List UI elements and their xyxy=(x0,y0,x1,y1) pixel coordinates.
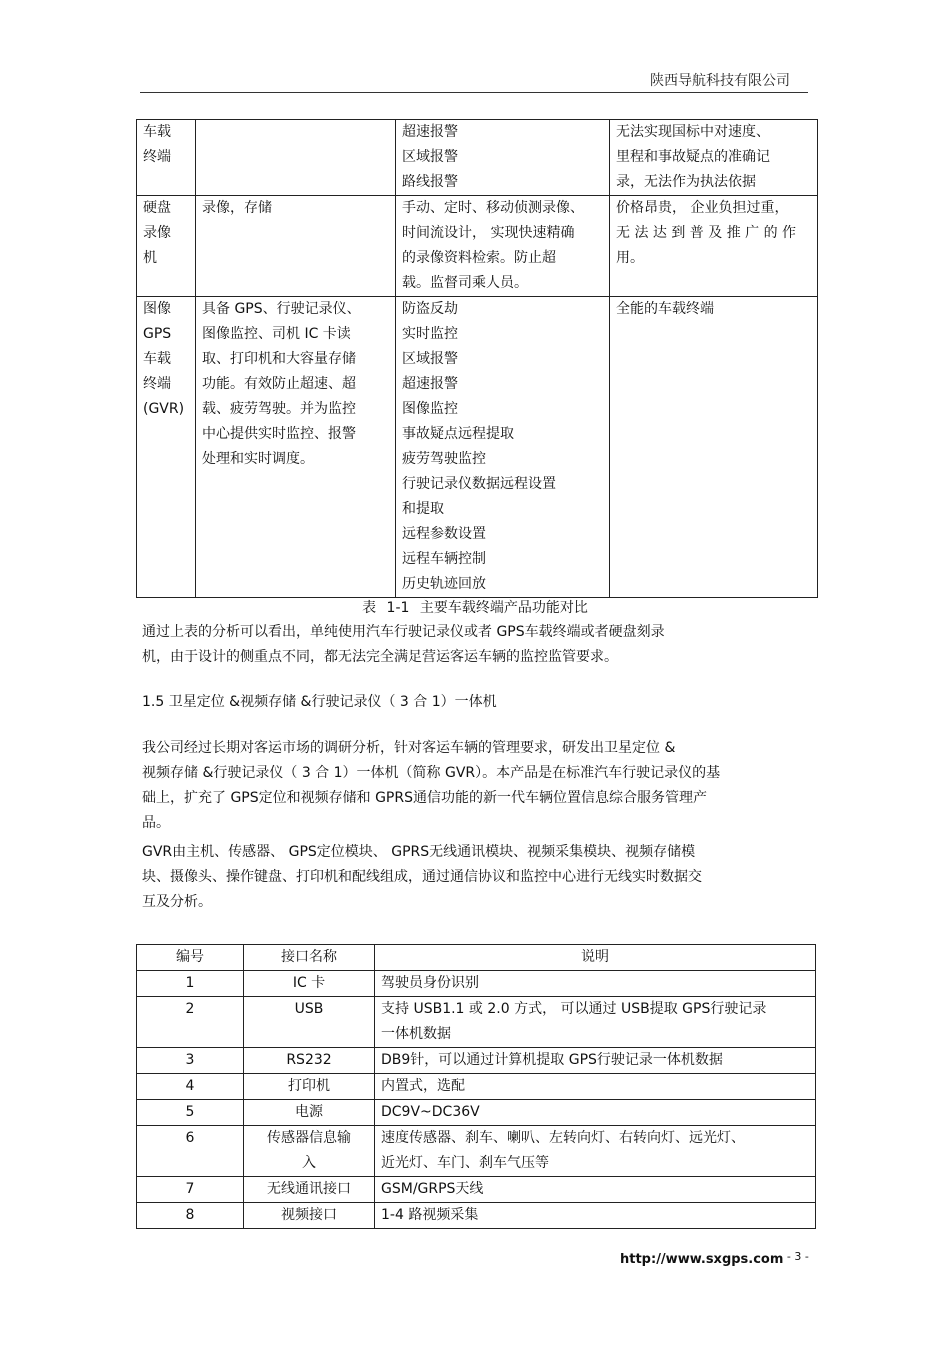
cell-line: 电源 xyxy=(295,1104,323,1120)
cell-line: 视频接口 xyxy=(281,1207,337,1223)
cell-line: 防盗反劫 xyxy=(402,301,458,317)
number-cell: 4 xyxy=(137,1074,244,1100)
table-row xyxy=(137,997,816,1048)
cell-line: 无线通讯接口 xyxy=(267,1181,351,1197)
interface-name-cell xyxy=(244,997,375,1048)
cell-line: 历史轨迹回放 xyxy=(402,576,486,592)
paragraph-line: 视频存储 &行驶记录仪（ 3 合 1）一体机（简称 GVR）。本产品是在标准汽车行驶记录仪的基 xyxy=(142,765,721,781)
description-cell xyxy=(375,1177,816,1203)
cell-line: 远程参数设置 xyxy=(402,526,486,542)
cell-line: 录像，存储 xyxy=(202,200,272,216)
features-cell xyxy=(396,297,610,598)
number-cell: 7 xyxy=(137,1177,244,1203)
table-row xyxy=(137,971,816,997)
cell-line: GPS xyxy=(143,326,172,342)
cell-line: RS232 xyxy=(286,1052,332,1068)
paragraph-line: 通过上表的分析可以看出，单纯使用汽车行驶记录仪或者 GPS车载终端或者硬盘刻录 xyxy=(142,624,665,640)
cell-line: 区域报警 xyxy=(402,149,458,165)
cell-line: 车载 xyxy=(143,124,171,140)
paragraph-2 xyxy=(142,736,812,836)
cell-line: 里程和事故疑点的准确记 xyxy=(616,149,770,165)
description-cell xyxy=(375,1203,816,1229)
terminal-type-cell xyxy=(137,297,196,598)
table-row xyxy=(137,1177,816,1203)
cell-line: 终端 xyxy=(143,376,171,392)
paragraph-line: 机，由于设计的侧重点不同，都无法完全满足营运客运车辆的监控监管要求。 xyxy=(142,649,618,665)
cell-line: 中心提供实时监控、报警 xyxy=(202,426,356,442)
cell-line: 车载 xyxy=(143,351,171,367)
table-caption: 表 1-1 主要车载终端产品功能对比 xyxy=(362,600,588,616)
cell-line: 取、打印机和大容量存储 xyxy=(202,351,356,367)
comparison-table xyxy=(136,119,818,598)
header-cell: 编号 xyxy=(137,945,244,971)
cell-line: 用。 xyxy=(616,250,644,266)
cell-line: 手动、定时、移动侦测录像、 xyxy=(402,200,584,216)
description-cell xyxy=(375,1074,816,1100)
number-cell: 5 xyxy=(137,1100,244,1126)
function-cell xyxy=(196,120,396,196)
paragraph-line: 础上，扩充了 GPS定位和视频存储和 GPRS通信功能的新一代车辆位置信息综合服务管理产 xyxy=(142,790,707,806)
cell-line: 无法实现国标中对速度、 xyxy=(616,124,770,140)
function-cell xyxy=(196,196,396,297)
cell-line: 驾驶员身份识别 xyxy=(381,975,479,991)
cell-line: 机 xyxy=(143,250,157,266)
interface-name-cell xyxy=(244,1203,375,1229)
cell-line: IC 卡 xyxy=(292,975,326,991)
cell-line: 无 法 达 到 普 及 推 广 的 作 xyxy=(616,225,797,241)
number-cell: 3 xyxy=(137,1048,244,1074)
cell-line: 远程车辆控制 xyxy=(402,551,486,567)
number-cell: 6 xyxy=(137,1126,244,1177)
cell-line: USB xyxy=(294,1001,324,1017)
cell-line: 功能。有效防止超速、超 xyxy=(202,376,356,392)
cell-line: DB9针，可以通过计算机提取 GPS行驶记录一体机数据 xyxy=(381,1052,723,1068)
cell-line: 打印机 xyxy=(288,1078,330,1094)
function-cell xyxy=(196,297,396,598)
cell-line: 路线报警 xyxy=(402,174,458,190)
cell-line: 时间流设计， 实现快速精确 xyxy=(402,225,575,241)
cell-line: 事故疑点远程提取 xyxy=(402,426,514,442)
table-row xyxy=(137,297,818,598)
page-number: - 3 - xyxy=(783,1250,809,1263)
cell-line: 支持 USB1.1 或 2.0 方式， 可以通过 USB提取 GPS行驶记录 xyxy=(381,1001,767,1017)
table-row xyxy=(137,196,818,297)
paragraph-1 xyxy=(142,620,812,670)
header-company-name: 陕西导航科技有限公司 xyxy=(650,73,790,89)
number-cell: 2 xyxy=(137,997,244,1048)
cell-line: 区域报警 xyxy=(402,351,458,367)
number-cell: 1 xyxy=(137,971,244,997)
table-row xyxy=(137,1100,816,1126)
cell-line: 内置式，选配 xyxy=(381,1078,465,1094)
paragraph-3 xyxy=(142,840,812,915)
page-footer xyxy=(620,1252,809,1267)
cell-line: 具备 GPS、行驶记录仪、 xyxy=(202,301,361,317)
cell-line: 的录像资料检索。防止超 xyxy=(402,250,556,266)
cell-line: 全能的车载终端 xyxy=(616,301,714,317)
description-cell xyxy=(375,997,816,1048)
notes-cell xyxy=(610,297,818,598)
interface-table xyxy=(136,944,816,1229)
cell-line: 入 xyxy=(302,1155,316,1171)
features-cell xyxy=(396,120,610,196)
notes-cell xyxy=(610,196,818,297)
cell-line: 终端 xyxy=(143,149,171,165)
header-cell: 接口名称 xyxy=(244,945,375,971)
interface-name-cell xyxy=(244,1177,375,1203)
cell-line: 一体机数据 xyxy=(381,1026,451,1042)
cell-line: 1-4 路视频采集 xyxy=(381,1207,479,1223)
cell-line: 录，无法作为执法依据 xyxy=(616,174,756,190)
footer-url[interactable]: http://www.sxgps.com xyxy=(620,1252,784,1267)
description-cell xyxy=(375,1048,816,1074)
cell-line: 载、疲劳驾驶。并为监控 xyxy=(202,401,356,417)
paragraph-line: 互及分析。 xyxy=(142,894,212,910)
paragraph-line: 品。 xyxy=(142,815,170,831)
cell-line: 近光灯、车门、刹车气压等 xyxy=(381,1155,549,1171)
cell-line: 硬盘 xyxy=(143,200,171,216)
cell-line: 超速报警 xyxy=(402,124,458,140)
interface-name-cell xyxy=(244,1074,375,1100)
features-cell xyxy=(396,196,610,297)
cell-line: 速度传感器、刹车、喇叭、左转向灯、右转向灯、远光灯、 xyxy=(381,1130,745,1146)
header-rule xyxy=(140,92,808,93)
paragraph-line: 我公司经过长期对客运市场的调研分析，针对客运车辆的管理要求，研发出卫星定位 & xyxy=(142,740,676,756)
paragraph-line: 块、摄像头、操作键盘、打印机和配线组成，通过通信协议和监控中心进行无线实时数据交 xyxy=(142,869,702,885)
paragraph-line: GVR由主机、传感器、 GPS定位模块、 GPRS无线通讯模块、视频采集模块、视频存储模 xyxy=(142,844,696,860)
cell-line: DC9V~DC36V xyxy=(381,1104,480,1120)
cell-line: 行驶记录仪数据远程设置 xyxy=(402,476,556,492)
description-cell xyxy=(375,1100,816,1126)
cell-line: GSM/GRPS天线 xyxy=(381,1181,484,1197)
cell-line: 疲劳驾驶监控 xyxy=(402,451,486,467)
table-row xyxy=(137,1048,816,1074)
cell-line: 价格昂贵， 企业负担过重， xyxy=(616,200,789,216)
cell-line: 图像 xyxy=(143,301,171,317)
cell-line: (GVR) xyxy=(143,401,185,417)
table-row xyxy=(137,1203,816,1229)
table-row xyxy=(137,1126,816,1177)
table-row xyxy=(137,1074,816,1100)
cell-line: 和提取 xyxy=(402,501,444,517)
description-cell xyxy=(375,1126,816,1177)
cell-line: 实时监控 xyxy=(402,326,458,342)
terminal-type-cell xyxy=(137,120,196,196)
interface-table-header xyxy=(137,945,816,971)
cell-line: 录像 xyxy=(143,225,171,241)
interface-name-cell xyxy=(244,1100,375,1126)
number-cell: 8 xyxy=(137,1203,244,1229)
notes-cell xyxy=(610,120,818,196)
cell-line: 传感器信息输 xyxy=(267,1130,351,1146)
cell-line: 图像监控、司机 IC 卡读 xyxy=(202,326,351,342)
table-row xyxy=(137,120,818,196)
cell-line: 处理和实时调度。 xyxy=(202,451,314,467)
cell-line: 载。监督司乘人员。 xyxy=(402,275,528,291)
terminal-type-cell xyxy=(137,196,196,297)
header-cell: 说明 xyxy=(375,945,816,971)
description-cell xyxy=(375,971,816,997)
section-heading: 1.5 卫星定位 &视频存储 &行驶记录仪（ 3 合 1）一体机 xyxy=(142,694,497,710)
interface-name-cell xyxy=(244,1126,375,1177)
cell-line: 图像监控 xyxy=(402,401,458,417)
interface-name-cell xyxy=(244,1048,375,1074)
interface-name-cell xyxy=(244,971,375,997)
cell-line: 超速报警 xyxy=(402,376,458,392)
